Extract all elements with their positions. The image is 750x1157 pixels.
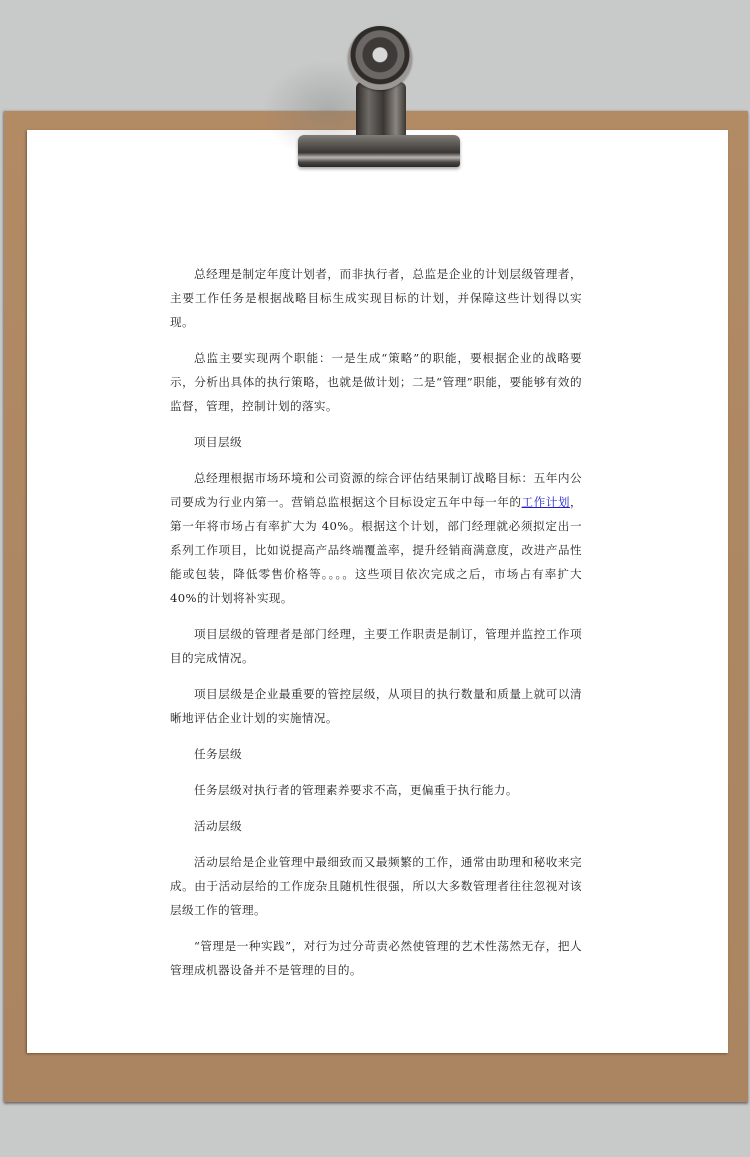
paragraph-6: 任务层级对执行者的管理素养要求不高，更偏重于执行能力。 [194, 783, 518, 797]
heading-task-level: 任务层级 [194, 747, 242, 761]
paragraph-3-before: 总经理根据市场环境和公司资源的综合评估结果制订战略目标：五年内公司要成为行业内第一。营销总监根据这个目标设定五年中每一年的 [170, 471, 582, 509]
paragraph-8: “管理是一种实践”，对行为过分苛责必然使管理的艺术性荡然无存，把人管理成机器设备并不是管理的目的。 [170, 939, 582, 977]
binder-clip-neck [356, 82, 406, 142]
binder-clip-ring-icon [348, 26, 412, 90]
paragraph-1: 总经理是制定年度计划者，而非执行者，总监是企业的计划层级管理者，主要工作任务是根据战略目标生成实现目标的计划，并保障这些计划得以实现。 [170, 267, 582, 329]
work-plan-link[interactable]: 工作计划 [521, 495, 570, 509]
heading-activity-level: 活动层级 [194, 819, 242, 833]
paragraph-3 [170, 466, 582, 610]
paragraph-5: 项目层级是企业最重要的管控层级，从项目的执行数量和质量上就可以清晰地评估企业计划的实施情况。 [170, 687, 582, 725]
paragraph-7: 活动层给是企业管理中最细致而又最频繁的工作，通常由助理和秘收来完成。由于活动层给的工作庞杂且随机性很强，所以大多数管理者往往忽视对该层级工作的管理。 [170, 855, 582, 917]
heading-project-level: 项目层级 [194, 435, 242, 449]
paragraph-4: 项目层级的管理者是部门经理，主要工作职责是制订，管理并监控工作项目的完成情况。 [170, 627, 582, 665]
binder-clip-bar [298, 135, 460, 167]
paragraph-3-after: ，第一年将市场占有率扩大为 40%。根据这个计划，部门经理就必须拟定出一系列工作项目，比如说提高产品终端覆盖率，提升经销商满意度，改进产品性能或包装，降低零售价格等。。。。这些项目依次完成之后，市场占有率扩大40%的计划将补实现。 [170, 495, 582, 605]
document-body [170, 262, 582, 994]
paragraph-2: 总监主要实现两个职能：一是生成“策略”的职能，要根据企业的战略要示，分析出具体的执行策略，也就是做计划；二是“管理”职能，要能够有效的监督，管理，控制计划的落实。 [170, 351, 582, 413]
